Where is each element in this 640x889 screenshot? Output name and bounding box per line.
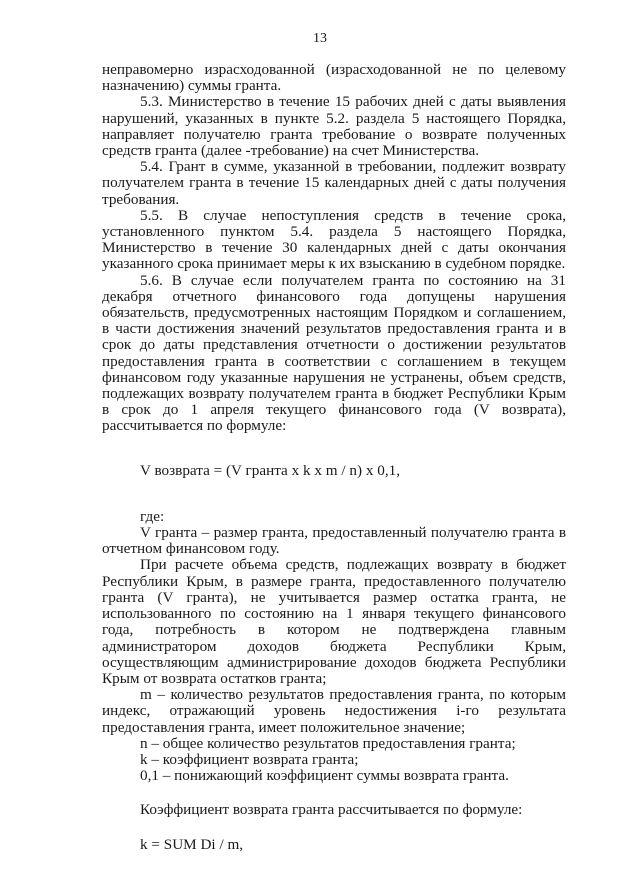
paragraph-coefficient-formula-intro: Коэффициент возврата гранта рассчитывается по формуле:: [140, 801, 523, 819]
definition-k: k – коэффициент возврата гранта;: [140, 750, 359, 768]
page-number: 13: [313, 31, 327, 46]
paragraph-grant-calculation: При расчете объема средств, подлежащих возврату в бюджет Республики Крым, в размере гранта, предоставленного получателю гранта (V гранта), не учитывается размер остатка гранта, не использованного по состоянию на 1 января текущего финансового года, потребность в котором не подтверждена главным администратором доходов бюджета Республики Крым, осуществляющим администрирование доходов бюджета Республики Крым от возврата остатков гранта;: [102, 556, 566, 687]
where-label: где:: [140, 507, 165, 525]
definition-v-grant: V гранта – размер гранта, предоставленный получателю гранта в отчетном финансовом году.: [102, 524, 566, 558]
formula-v-return: V возврата = (V гранта x k x m / n) x 0,1,: [140, 461, 401, 479]
definition-m: m – количество результатов предоставления гранта, по которым индекс, отражающий уровень недостижения i-го результата предоставления гранта, имеет положительное значение;: [102, 686, 566, 736]
paragraph-5-6: 5.6. В случае если получателем гранта по состоянию на 31 декабря отчетного финансового года допущены нарушения обязательств, предусмотренных настоящим Порядком и соглашением, в части достижения значений результатов предоставления гранта и в срок до даты представления отчетности о достижении результатов предоставления гранта в соответствии с соглашением в текущем финансовом году указанные нарушения не устранены, объем средств, подлежащих возврату получателем гранта в бюджет Республики Крым в срок до 1 апреля текущего финансового года (V возврата), рассчитывается по формуле:: [102, 271, 566, 435]
paragraph-5-4: 5.4. Грант в сумме, указанной в требовании, подлежит возврату получателем гранта в течение 15 календарных дней с даты получения требования.: [102, 158, 566, 208]
definition-reduction-coefficient: 0,1 – понижающий коэффициент суммы возврата гранта.: [140, 767, 509, 785]
definition-n: n – общее количество результатов предоставления гранта;: [140, 734, 516, 752]
paragraph-5-3: 5.3. Министерство в течение 15 рабочих дней с даты выявления нарушений, указанных в пункте 5.2. раздела 5 настоящего Порядка, направляет получателю гранта требование о возврате полученных средств гранта (далее -требование) на счет Министерства.: [102, 93, 566, 160]
formula-k: k = SUM Di / m,: [140, 835, 244, 853]
document-body: [102, 62, 566, 853]
paragraph-5-5: 5.5. В случае непоступления средств в течение срока, установленного пунктом 5.4. раздела 5 настоящего Порядка, Министерство в течение 30 календарных дней с даты окончания указанного срока принимает меры к их взысканию в судебном порядке.: [102, 206, 566, 273]
paragraph-continuation: неправомерно израсходованной (израсходованной не по целевому назначению) суммы гранта.: [102, 61, 566, 95]
